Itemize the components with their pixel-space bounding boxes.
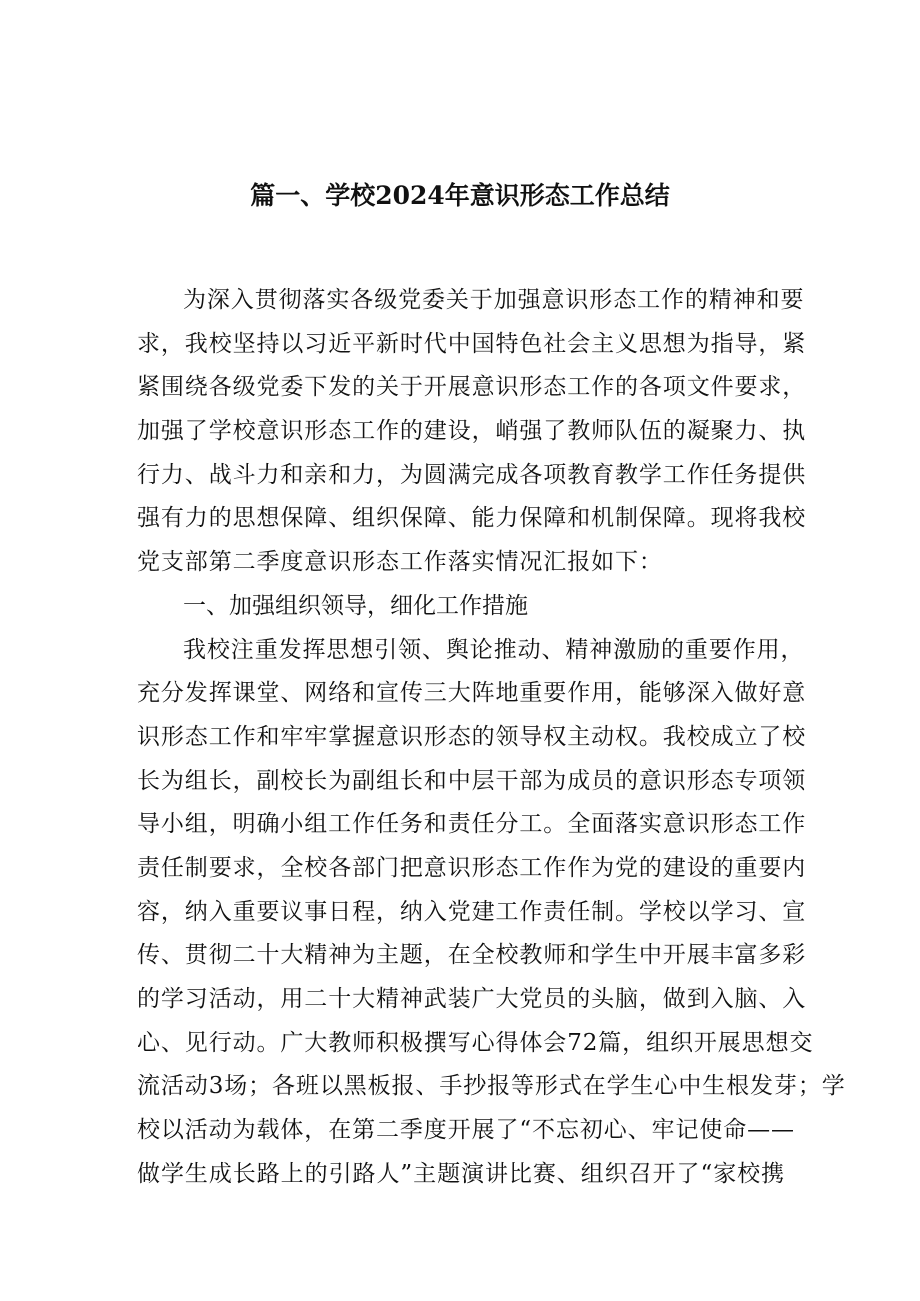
paragraph-line: 的学习活动，用二十大精神武装广大党员的头脑，做到入脑、入 [137, 986, 807, 1012]
paragraph-line: 为深入贯彻落实各级党委关于加强意识形态工作的精神和要 [183, 287, 805, 313]
paragraph-line: 心、见行动。广大教师积极撰写心得体会72篇，组织开展思想交 [137, 1029, 814, 1056]
paragraph-line: 加强了学校意识形态工作的建设，峭强了教师队伍的凝聚力、执 [137, 418, 807, 445]
paragraph-line: 校以活动为载体，在第二季度开展了“不忘初心、牢记使命—— [137, 1117, 795, 1144]
section-heading: 一、加强组织领导，细化工作措施 [183, 592, 528, 619]
paragraph-line: 识形态工作和牢牢掌握意识形态的领导权主动权。我校成立了校 [137, 723, 807, 750]
paragraph-line: 紧围绕各级党委下发的关于开展意识形态工作的各项文件要求， [137, 374, 807, 401]
paragraph-line: 强有力的思想保障、组织保障、能力保障和机制保障。现将我校 [137, 505, 807, 532]
paragraph-line: 导小组，明确小组工作任务和责任分工。全面落实意识形态工作 [137, 811, 807, 838]
paragraph-line: 做学生成长路上的引路人”主题演讲比赛、组织召开了“家校携 [137, 1160, 785, 1187]
paragraph-line: 充分发挥课堂、网络和宣传三大阵地重要作用，能够深入做好意 [137, 680, 807, 707]
paragraph-line: 容，纳入重要议事日程，纳入党建工作责任制。学校以学习、宣 [137, 898, 807, 925]
document-body [137, 279, 846, 1196]
paragraph-line: 长为组长，副校长为副组长和中层干部为成员的意识形态专项领 [137, 767, 807, 794]
paragraph-line: 传、贯彻二十大精神为主题，在全校教师和学生中开展丰富多彩 [137, 942, 807, 969]
document-title: 篇一、学校2024年意识形态工作总结 [250, 181, 670, 210]
paragraph-line: 求，我校坚持以习近平新时代中国特色社会主义思想为指导，紧 [137, 330, 807, 357]
paragraph-line: 流活动3场；各班以黑板报、手抄报等形式在学生心中生根发芽；学 [137, 1073, 846, 1100]
paragraph-line: 党支部第二季度意识形态工作落实情况汇报如下： [137, 549, 663, 576]
paragraph-line: 我校注重发挥思想引领、舆论推动、精神激励的重要作用， [183, 636, 805, 663]
paragraph-line: 行力、战斗力和亲和力，为圆满完成各项教育教学工作任务提供 [137, 461, 807, 488]
paragraph-line: 责任制要求，全校各部门把意识形态工作作为党的建设的重要内 [137, 854, 807, 881]
